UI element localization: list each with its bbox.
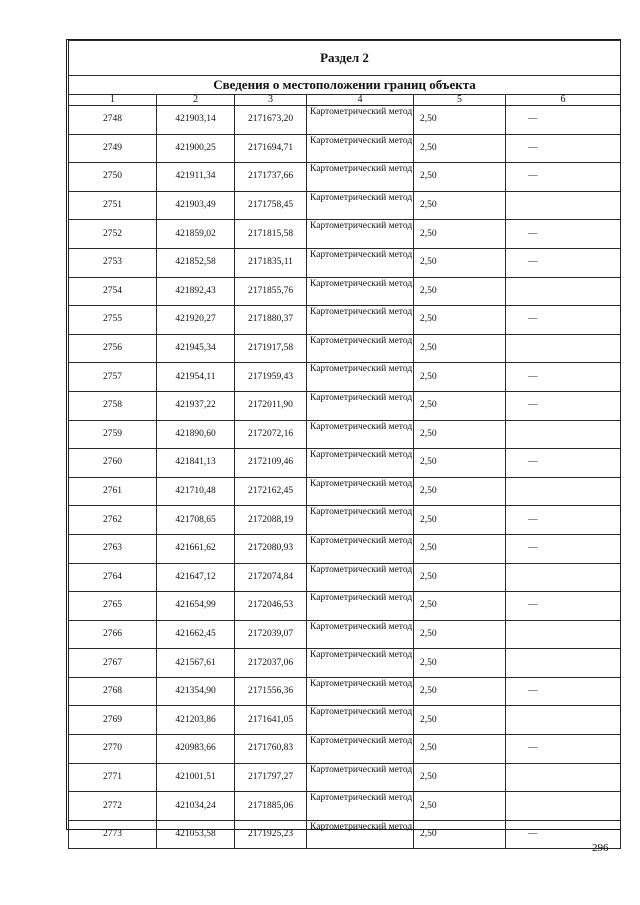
table-row [69,163,621,192]
precision-cell: 2,50 [414,277,506,306]
column-header: 3 [235,95,307,106]
method-cell: Картометрический метод [307,563,414,592]
method-cell: Картометрический метод [307,306,414,335]
precision-cell: 2,50 [414,477,506,506]
table-row [69,334,621,363]
method-cell: Картометрический метод [307,592,414,621]
method-cell: Картометрический метод [307,677,414,706]
y-coordinate-cell: 2172046,53 [235,592,307,621]
note-cell: — [506,534,621,563]
y-coordinate-cell: 2171760,83 [235,735,307,764]
table-row [69,735,621,764]
precision-cell: 2,50 [414,106,506,135]
note-cell [506,191,621,220]
precision-cell: 2,50 [414,506,506,535]
note-cell [506,620,621,649]
x-coordinate-cell: 421945,34 [157,334,235,363]
note-cell: — [506,248,621,277]
y-coordinate-cell: 2171835,11 [235,248,307,277]
method-cell: Картометрический метод [307,106,414,135]
precision-cell: 2,50 [414,706,506,735]
column-header: 4 [307,95,414,106]
x-coordinate-cell: 421954,11 [157,363,235,392]
y-coordinate-cell: 2172162,45 [235,477,307,506]
method-cell: Картометрический метод [307,277,414,306]
note-cell: — [506,735,621,764]
table-row [69,420,621,449]
x-coordinate-cell: 421903,49 [157,191,235,220]
x-coordinate-cell: 421661,62 [157,534,235,563]
table-row [69,391,621,420]
table-row [69,534,621,563]
note-cell [506,763,621,792]
column-header: 5 [414,95,506,106]
precision-cell: 2,50 [414,248,506,277]
y-coordinate-cell: 2172037,06 [235,649,307,678]
note-cell [506,334,621,363]
y-coordinate-cell: 2172088,19 [235,506,307,535]
point-number-cell: 2768 [69,677,157,706]
point-number-cell: 2769 [69,706,157,735]
y-coordinate-cell: 2171556,36 [235,677,307,706]
point-number-cell: 2763 [69,534,157,563]
note-cell: — [506,677,621,706]
precision-cell: 2,50 [414,735,506,764]
method-cell: Картометрический метод [307,134,414,163]
precision-cell: 2,50 [414,391,506,420]
precision-cell: 2,50 [414,534,506,563]
x-coordinate-cell: 421911,34 [157,163,235,192]
precision-cell: 2,50 [414,334,506,363]
precision-cell: 2,50 [414,306,506,335]
table-row [69,792,621,821]
method-cell: Картометрический метод [307,706,414,735]
precision-cell: 2,50 [414,134,506,163]
y-coordinate-cell: 2171641,05 [235,706,307,735]
y-coordinate-cell: 2171855,76 [235,277,307,306]
note-cell [506,649,621,678]
table-row [69,706,621,735]
table-row [69,820,621,849]
point-number-cell: 2752 [69,220,157,249]
point-number-cell: 2750 [69,163,157,192]
note-cell [506,477,621,506]
y-coordinate-cell: 2171959,43 [235,363,307,392]
method-cell: Картометрический метод [307,534,414,563]
table-row [69,506,621,535]
column-header-row [69,95,621,106]
method-cell: Картометрический метод [307,391,414,420]
x-coordinate-cell: 421647,12 [157,563,235,592]
point-number-cell: 2755 [69,306,157,335]
x-coordinate-cell: 421567,61 [157,649,235,678]
method-cell: Картометрический метод [307,649,414,678]
point-number-cell: 2765 [69,592,157,621]
point-number-cell: 2767 [69,649,157,678]
x-coordinate-cell: 421203,86 [157,706,235,735]
method-cell: Картометрический метод [307,763,414,792]
precision-cell: 2,50 [414,449,506,478]
table-row [69,620,621,649]
table-row [69,592,621,621]
precision-cell: 2,50 [414,592,506,621]
x-coordinate-cell: 421937,22 [157,391,235,420]
precision-cell: 2,50 [414,792,506,821]
y-coordinate-cell: 2171758,45 [235,191,307,220]
x-coordinate-cell: 421708,65 [157,506,235,535]
table-row [69,763,621,792]
note-cell: — [506,449,621,478]
x-coordinate-cell: 421034,24 [157,792,235,821]
point-number-cell: 2756 [69,334,157,363]
point-number-cell: 2770 [69,735,157,764]
table-row [69,363,621,392]
precision-cell: 2,50 [414,363,506,392]
method-cell: Картометрический метод [307,334,414,363]
x-coordinate-cell: 421903,14 [157,106,235,135]
x-coordinate-cell: 421852,58 [157,248,235,277]
x-coordinate-cell: 421859,02 [157,220,235,249]
note-cell: — [506,363,621,392]
point-number-cell: 2751 [69,191,157,220]
point-number-cell: 2754 [69,277,157,306]
y-coordinate-cell: 2171917,58 [235,334,307,363]
y-coordinate-cell: 2171694,71 [235,134,307,163]
point-number-cell: 2772 [69,792,157,821]
precision-cell: 2,50 [414,563,506,592]
y-coordinate-cell: 2172080,93 [235,534,307,563]
method-cell: Картометрический метод [307,191,414,220]
point-number-cell: 2761 [69,477,157,506]
point-number-cell: 2749 [69,134,157,163]
table-row [69,649,621,678]
precision-cell: 2,50 [414,620,506,649]
method-cell: Картометрический метод [307,620,414,649]
method-cell: Картометрический метод [307,420,414,449]
note-cell: — [506,391,621,420]
column-header: 2 [157,95,235,106]
x-coordinate-cell: 421053,58 [157,820,235,849]
y-coordinate-cell: 2172011,90 [235,391,307,420]
y-coordinate-cell: 2171885,06 [235,792,307,821]
method-cell: Картометрический метод [307,506,414,535]
point-number-cell: 2748 [69,106,157,135]
precision-cell: 2,50 [414,420,506,449]
y-coordinate-cell: 2172039,07 [235,620,307,649]
note-cell: — [506,220,621,249]
note-cell [506,792,621,821]
section-subtitle: Сведения о местоположении границ объекта [69,76,621,95]
note-cell: — [506,306,621,335]
x-coordinate-cell: 421710,48 [157,477,235,506]
boundary-table [68,40,621,849]
column-header: 1 [69,95,157,106]
note-cell [506,563,621,592]
point-number-cell: 2760 [69,449,157,478]
point-number-cell: 2773 [69,820,157,849]
point-number-cell: 2759 [69,420,157,449]
x-coordinate-cell: 421654,99 [157,592,235,621]
y-coordinate-cell: 2172072,16 [235,420,307,449]
table-row [69,248,621,277]
point-number-cell: 2758 [69,391,157,420]
note-cell [506,277,621,306]
x-coordinate-cell: 421892,43 [157,277,235,306]
table-row [69,277,621,306]
point-number-cell: 2771 [69,763,157,792]
point-number-cell: 2764 [69,563,157,592]
note-cell: — [506,820,621,849]
x-coordinate-cell: 421841,13 [157,449,235,478]
precision-cell: 2,50 [414,220,506,249]
precision-cell: 2,50 [414,649,506,678]
y-coordinate-cell: 2171925,23 [235,820,307,849]
page-number: 296 [592,842,609,854]
precision-cell: 2,50 [414,820,506,849]
precision-cell: 2,50 [414,191,506,220]
table-row [69,191,621,220]
method-cell: Картометрический метод [307,163,414,192]
note-cell: — [506,106,621,135]
method-cell: Картометрический метод [307,735,414,764]
y-coordinate-cell: 2171797,27 [235,763,307,792]
y-coordinate-cell: 2171815,58 [235,220,307,249]
x-coordinate-cell: 421900,25 [157,134,235,163]
y-coordinate-cell: 2171737,66 [235,163,307,192]
note-cell: — [506,592,621,621]
note-cell [506,420,621,449]
x-coordinate-cell: 421354,90 [157,677,235,706]
precision-cell: 2,50 [414,163,506,192]
x-coordinate-cell: 421001,51 [157,763,235,792]
y-coordinate-cell: 2172109,46 [235,449,307,478]
x-coordinate-cell: 421890,60 [157,420,235,449]
point-number-cell: 2766 [69,620,157,649]
x-coordinate-cell: 420983,66 [157,735,235,764]
table-row [69,677,621,706]
precision-cell: 2,50 [414,677,506,706]
y-coordinate-cell: 2172074,84 [235,563,307,592]
method-cell: Картометрический метод [307,449,414,478]
x-coordinate-cell: 421920,27 [157,306,235,335]
table-row [69,477,621,506]
precision-cell: 2,50 [414,763,506,792]
note-cell: — [506,506,621,535]
method-cell: Картометрический метод [307,363,414,392]
column-header: 6 [506,95,621,106]
table-row [69,134,621,163]
table-row [69,563,621,592]
method-cell: Картометрический метод [307,220,414,249]
y-coordinate-cell: 2171880,37 [235,306,307,335]
point-number-cell: 2757 [69,363,157,392]
table-row [69,449,621,478]
note-cell: — [506,163,621,192]
method-cell: Картометрический метод [307,477,414,506]
method-cell: Картометрический метод [307,248,414,277]
y-coordinate-cell: 2171673,20 [235,106,307,135]
section-title: Раздел 2 [69,41,621,76]
point-number-cell: 2753 [69,248,157,277]
table-row [69,306,621,335]
method-cell: Картометрический метод [307,792,414,821]
method-cell: Картометрический метод [307,820,414,849]
x-coordinate-cell: 421662,45 [157,620,235,649]
table-row [69,220,621,249]
table-row [69,106,621,135]
note-cell [506,706,621,735]
note-cell: — [506,134,621,163]
point-number-cell: 2762 [69,506,157,535]
